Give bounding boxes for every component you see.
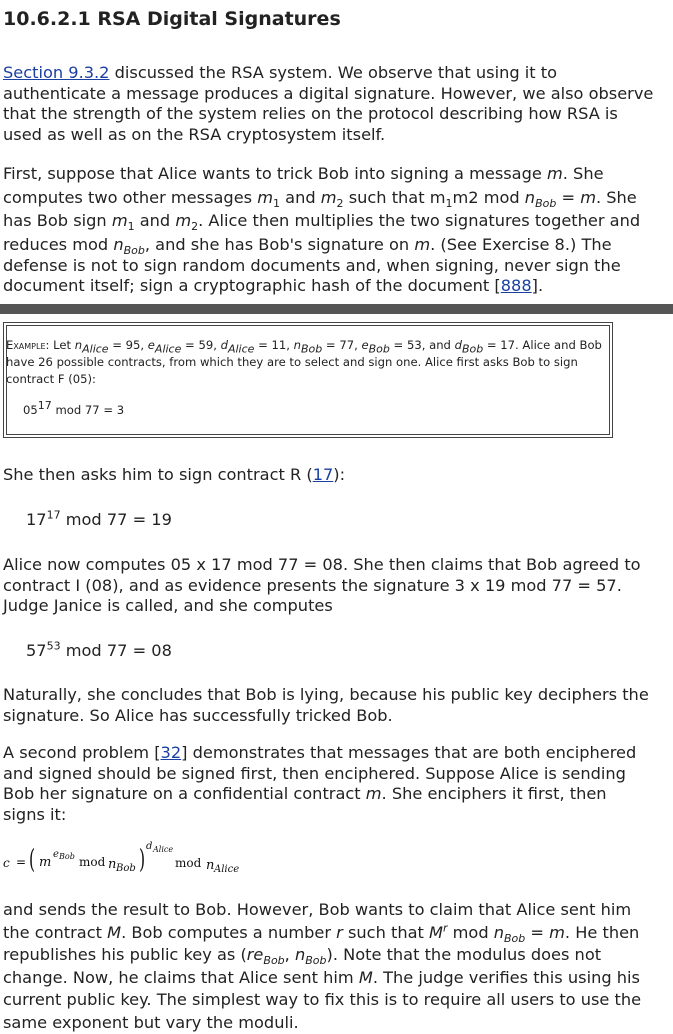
calculation-judge: $57^{53}$ mod 77 = 08 (26, 639, 172, 660)
reference-link-32[interactable]: 32 (160, 743, 182, 762)
paragraph-intro: Section 9.3.2 discussed the RSA system. We observe that using it to authenticate a message produces a digital signature. However, we also observe that the strength of the system relies on the protocol describing how RSA is used as well as on the RSA cryptosystem itself. (3, 63, 654, 144)
example-box (3, 322, 613, 438)
paragraph-conclusion: Naturally, she concludes that Bob is lying, because his public key deciphers the signature. So Alice has successfully tricked Bob. (3, 685, 649, 725)
section-link[interactable]: Section 9.3.2 (3, 63, 110, 82)
paragraph-trick: First, suppose that Alice wants to trick Bob into signing a message m. She computes two other messages $m_1$ and $m_2$ such that $m_1m2$ mod $n_{Bob} = m$. She has Bob sign $m_1$ and $m_2$. Alice then multiplies the two signatures together and reduces mod $n_{Bob}$, and she has Bob's signature on m. (See Exercise 8.) The defense is not to sign random documents and, when signing, never sign the document itself; sign a cryptographic hash of the document [888]. (3, 164, 641, 295)
reference-link-888[interactable]: 888 (500, 276, 532, 295)
signature-formula: c = ( m e Bob mod n Bob ) d Alice mod n Alice (3, 841, 240, 875)
paragraph-alice-computes: Alice now computes 05 x 17 mod 77 = 08. She then claims that Bob agreed to contract I (08), and as evidence presents the signature 3 x 19 mod 77 = 57. Judge Janice is called, and she computes (3, 555, 641, 615)
example-calculation: $05^{17}$ mod 77 = 3 (23, 399, 125, 417)
paragraph-bob-claims: and sends the result to Bob. However, Bob wants to claim that Alice sent him the contract M. Bob computes a number r such that $M^r$ mod $n_{Bob} = m$. He then republishes his public key as ($re_{Bob}$, $n_{Bob}$). Note that the modulus does not change. Now, he claims that Alice sent him M. The judge verifies this using his current public key. The simplest way to fix this is to require all users to use the same exponent but vary the moduli. (3, 900, 642, 1032)
section-heading: 10.6.2.1 RSA Digital Signatures (3, 8, 341, 30)
paragraph-contract-r: She then asks him to sign contract R (17): (3, 465, 346, 484)
reference-link-17[interactable]: 17 (312, 465, 334, 484)
example-text: Example: Let $n_{Alice} = 95$, $e_{Alice} = 59$, $d_{Alice} = 11$, $n_{Bob} = 77$, $e_{Bob} = 53$, and $d_{Bob} = 17$. Alice and Bob have 26 possible contracts, from which they are to select and sign one. Alice first asks Bob to sign contract F (05): (6, 338, 602, 386)
paragraph-second-problem: A second problem [32] demonstrates that messages that are both enciphered and signed should be signed first, then enciphered. Suppose Alice is sending Bob her signature on a confidential contract m. She enciphers it first, then signs it: (3, 743, 637, 824)
calculation-signature-r: $17^{17}$ mod 77 = 19 (26, 508, 172, 529)
horizontal-rule (0, 304, 673, 314)
